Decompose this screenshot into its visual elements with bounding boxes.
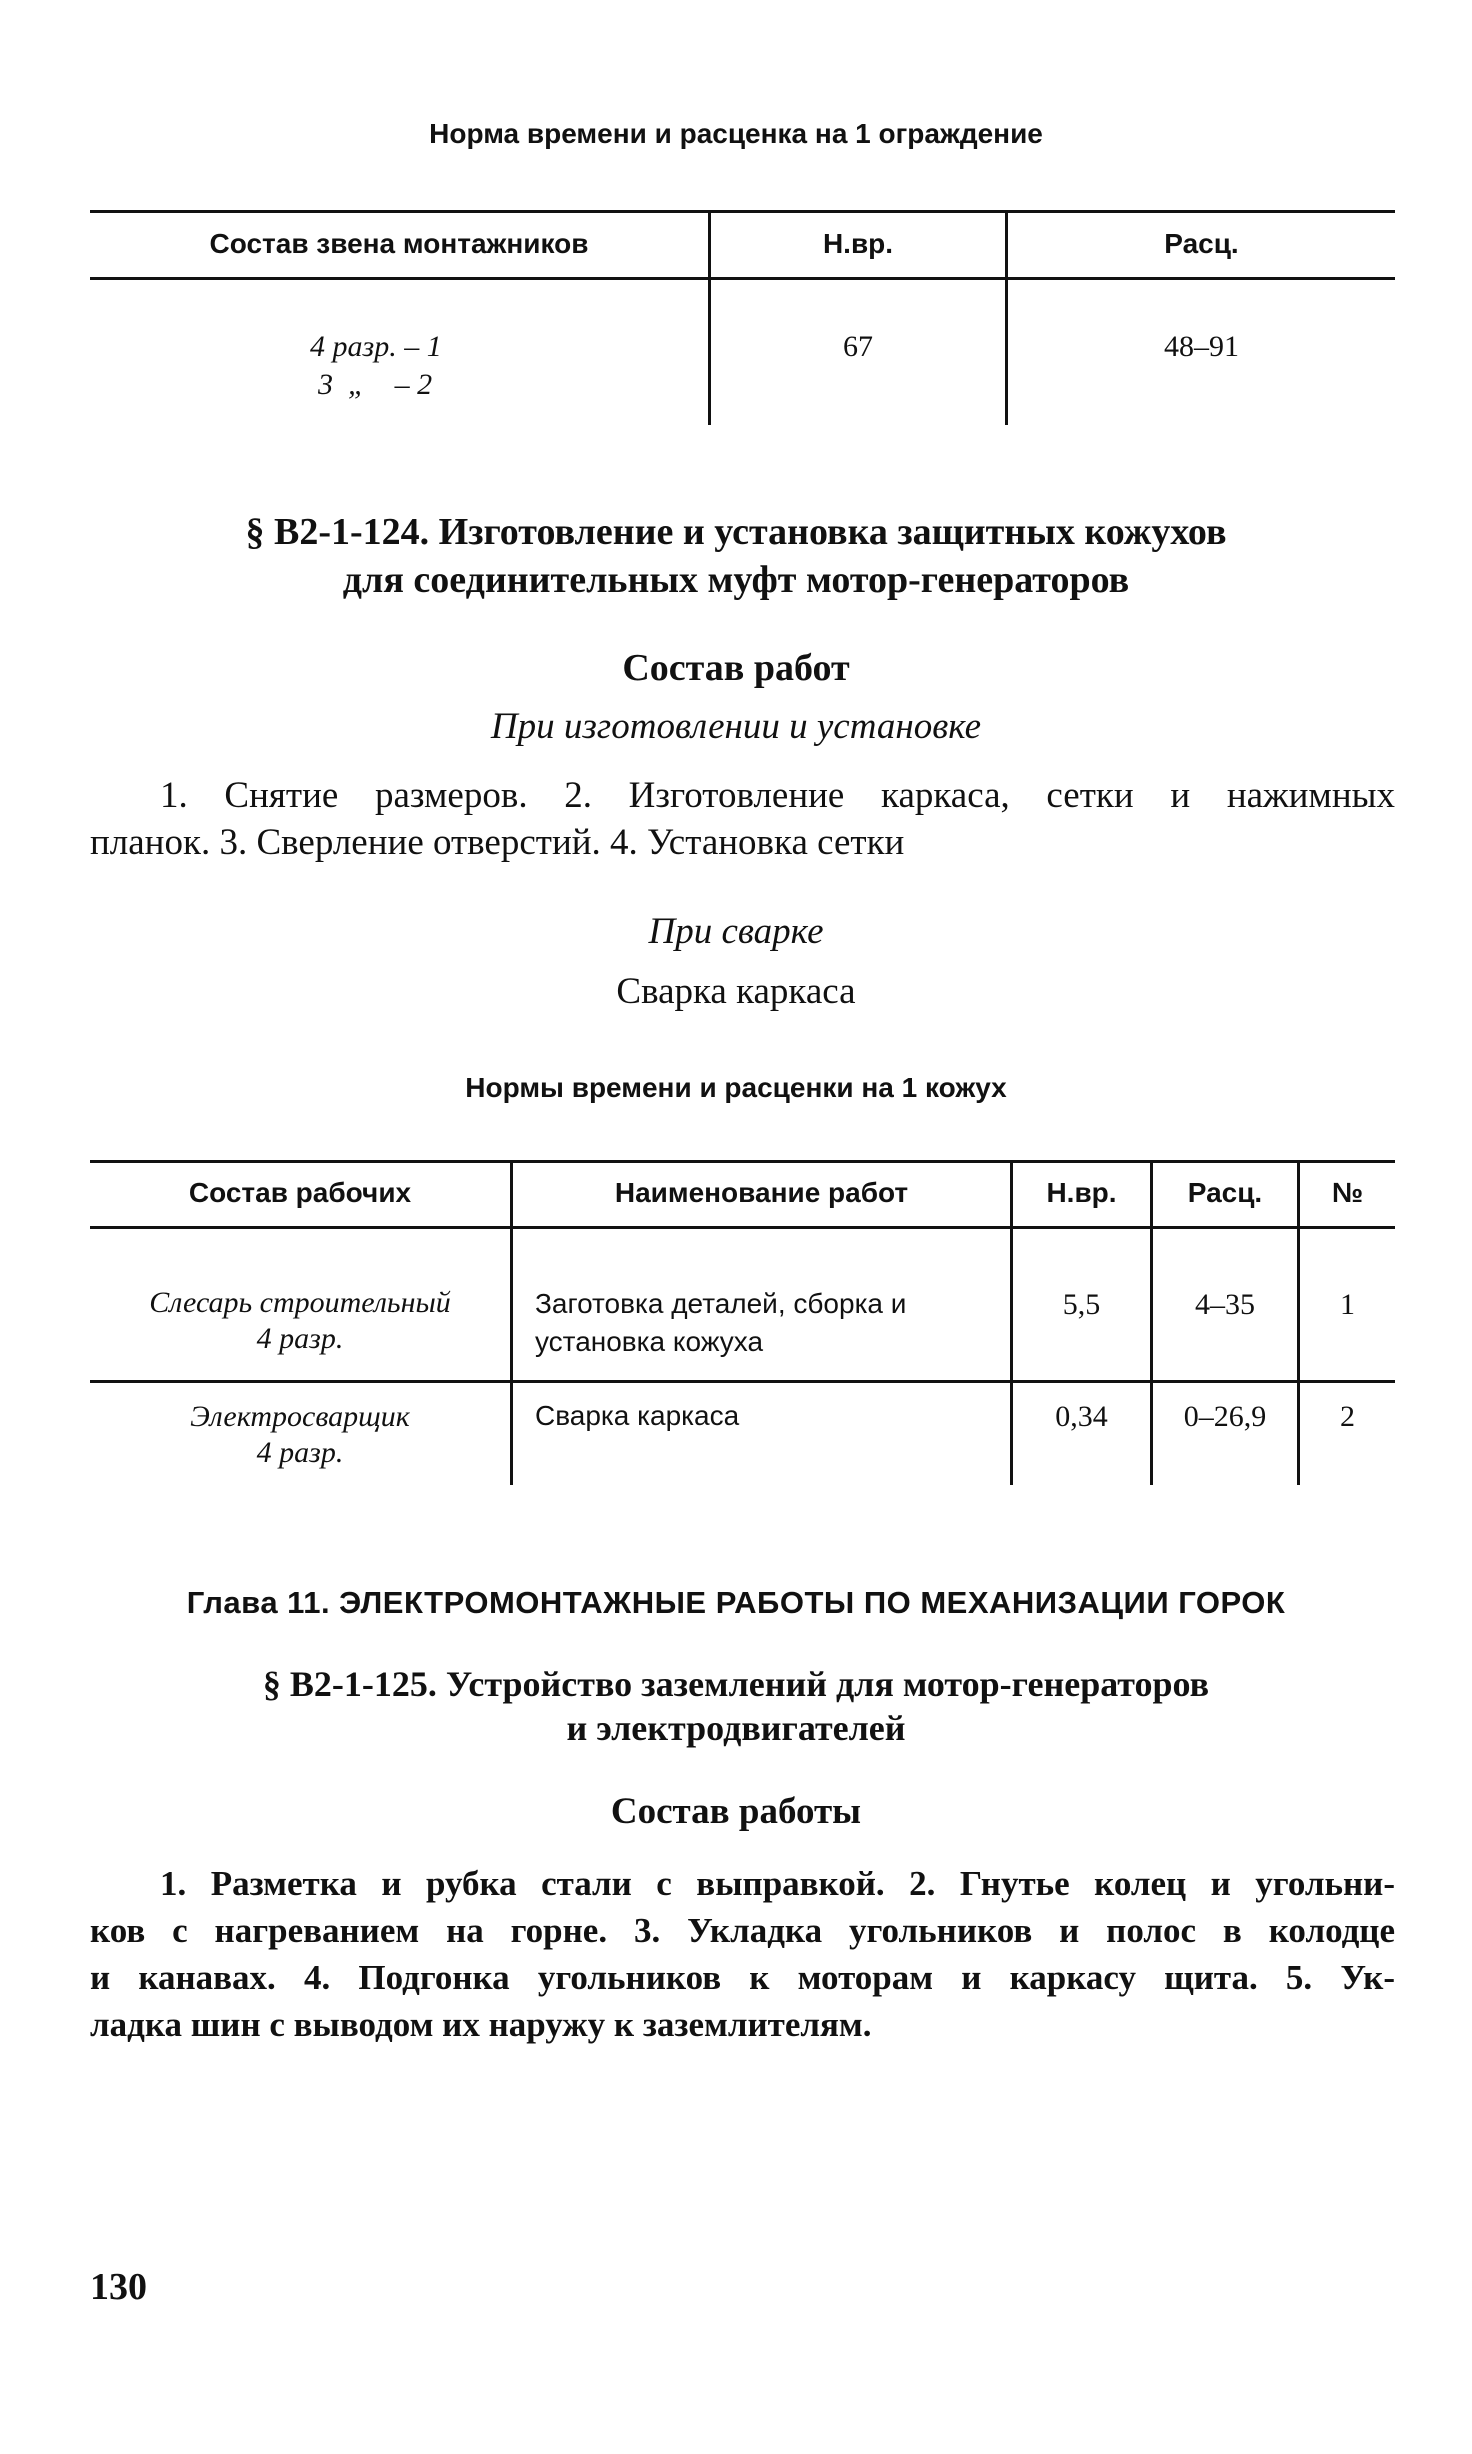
section124-paragraph-line1: 1. Снятие размеров. 2. Изготовление каркаса, сетки и нажимных: [160, 775, 1395, 816]
table2-row2-nvr: 0,34: [1055, 1400, 1108, 1433]
table2-row2-worker-line1: Электросварщик: [190, 1400, 410, 1433]
table1-header-rasc: Расц.: [1164, 228, 1239, 259]
table1-rasc-value: 48–91: [1164, 330, 1239, 363]
table2-row2-work-line1: Сварка каркаса: [535, 1400, 740, 1431]
section125-paragraph-line3: и канавах. 4. Подгонка угольников к моторам и каркасу щита. 5. Ук-: [90, 1958, 1395, 1997]
table2-row1-num: 1: [1340, 1288, 1355, 1321]
table2-row1-nvr: 5,5: [1062, 1288, 1101, 1321]
section125-subheading: Состав работы: [610, 1791, 862, 1832]
section124-title-line1: § В2-1-124. Изготовление и установка защитных кожухов: [245, 511, 1227, 553]
table1-caption: Норма времени и расценка на 1 ограждение: [429, 118, 1043, 149]
table1-header-crew: Состав звена монтажников: [209, 228, 589, 259]
table2-caption: Нормы времени и расценки на 1 кожух: [465, 1072, 1007, 1103]
section124-subheading: Состав работ: [622, 647, 850, 689]
section124-italic-heading2: При сварке: [648, 911, 824, 952]
table2-header-rule: [90, 1226, 1395, 1229]
table2-row1-rasc: 4–35: [1195, 1288, 1255, 1321]
table2-row2-rasc: 0–26,9: [1183, 1400, 1267, 1433]
section124-paragraph-line2: планок. 3. Сверление отверстий. 4. Установка сетки: [90, 822, 905, 863]
table2-row1-work-line2: установка кожуха: [535, 1326, 764, 1357]
table1-nvr-value: 67: [843, 330, 873, 363]
table2-top-rule: [90, 1160, 1395, 1163]
table2-header-work-name: Наименование работ: [614, 1177, 909, 1208]
section124-welding-text: Сварка каркаса: [616, 971, 856, 1012]
table2-header-workers: Состав рабочих: [188, 1177, 412, 1208]
table1-header-rule: [90, 277, 1395, 280]
section125-title-line1: § В2-1-125. Устройство заземлений для мотор-генераторов: [262, 1664, 1210, 1704]
table2-row-rule: [90, 1380, 1395, 1383]
table2-row1-worker-line2: 4 разр.: [256, 1322, 344, 1355]
section125-paragraph-line4: ладка шин с выводом их наружу к заземлителям.: [90, 2005, 872, 2044]
table1-header-nvr: Н.вр.: [822, 228, 894, 259]
table2-row2-num: 2: [1340, 1400, 1355, 1433]
table2-row2-worker-line2: 4 разр.: [256, 1436, 344, 1469]
table2-row1-worker-line1: Слесарь строительный: [149, 1286, 451, 1319]
table2-header-nvr: Н.вр.: [1046, 1177, 1117, 1208]
table2-row1-work-line1: Заготовка деталей, сборка и: [535, 1288, 907, 1319]
section125-paragraph-line2: ков с нагреванием на горне. 3. Укладка угольников и полос в колодце: [90, 1911, 1395, 1950]
table1-crew-line1: 4 разр. – 1: [310, 330, 442, 363]
chapter11-title: Глава 11. ЭЛЕКТРОМОНТАЖНЫЕ РАБОТЫ ПО МЕХАНИЗАЦИИ ГОРОК: [186, 1585, 1286, 1620]
page-number: 130: [90, 2266, 147, 2308]
section125-title-line2: и электродвигателей: [566, 1708, 906, 1748]
section124-italic-heading1: При изготовлении и установке: [490, 706, 982, 747]
section125-paragraph-line1: 1. Разметка и рубка стали с выправкой. 2. Гнутье колец и угольни-: [160, 1864, 1395, 1903]
section124-title-line2: для соединительных муфт мотор-генераторов: [342, 559, 1130, 601]
table1-top-rule: [90, 210, 1395, 213]
table1-crew-line2: 3 „ – 2: [318, 368, 433, 401]
table2-header-num: №: [1331, 1177, 1364, 1208]
table2-header-rasc: Расц.: [1187, 1177, 1263, 1208]
